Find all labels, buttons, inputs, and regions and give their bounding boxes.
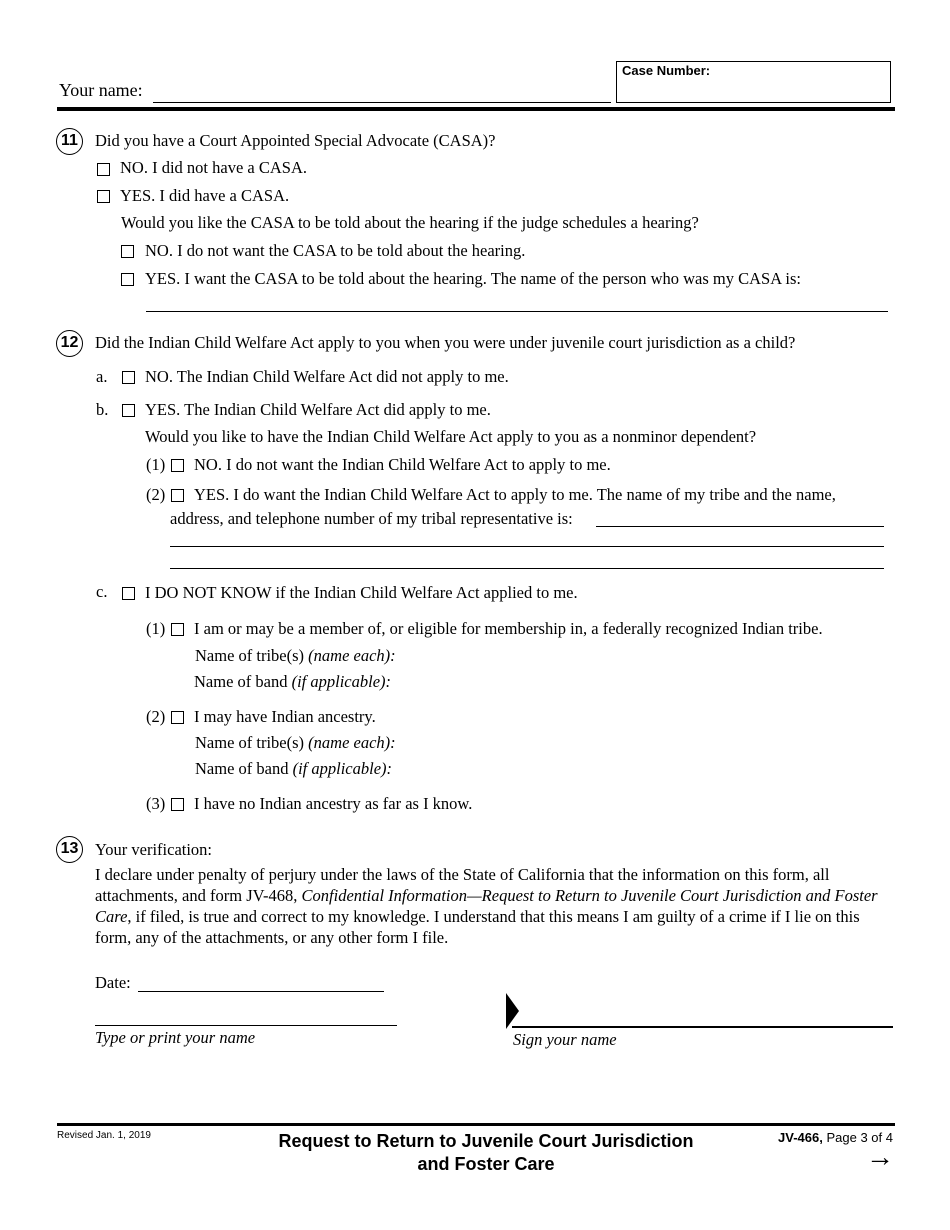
tribal-rep-line-2[interactable]: [170, 546, 884, 547]
q12-b1-checkbox[interactable]: [171, 459, 184, 472]
q12-c1-band-field[interactable]: [194, 672, 391, 692]
sign-name-caption: Sign your name: [513, 1030, 617, 1049]
q12-c1-tribe-field[interactable]: [195, 646, 396, 666]
case-number-label: Case Number:: [622, 63, 711, 78]
q12-c-letter: c.: [96, 582, 108, 601]
c1-band-label: Name of band: [194, 672, 292, 691]
q12-b2-checkbox[interactable]: [171, 489, 184, 502]
q12-b2-label-line2: address, and telephone number of my tribal representative is:: [170, 509, 573, 528]
date-label: Date:: [95, 973, 131, 992]
form-title-line2: and Foster Care: [417, 1154, 555, 1174]
date-line[interactable]: [138, 991, 384, 992]
revised-date: Revised Jan. 1, 2019: [57, 1130, 151, 1141]
item-number-13: 13: [56, 836, 83, 863]
q12-b2-number: (2): [146, 485, 166, 504]
tribal-rep-line-3[interactable]: [170, 568, 884, 569]
c2-band-label: Name of band: [195, 759, 293, 778]
your-name-label: Your name:: [59, 80, 143, 100]
q12-b-followup: Would you like to have the Indian Child Welfare Act apply to you as a nonminor dependent?: [145, 427, 757, 446]
q12-a-label: NO. The Indian Child Welfare Act did not apply to me.: [145, 367, 509, 386]
q11-sub-no-label: NO. I do not want the CASA to be told about the hearing.: [145, 241, 526, 260]
c2-tribe-hint: (name each):: [308, 733, 396, 752]
item-number-12: 12: [56, 330, 83, 357]
q12-c3-label: I have no Indian ancestry as far as I know.: [194, 794, 473, 813]
print-name-caption: Type or print your name: [95, 1028, 256, 1047]
q13-title: Your verification:: [95, 840, 213, 859]
q13-declaration: [95, 864, 890, 948]
next-page-arrow-icon[interactable]: →: [866, 1141, 894, 1172]
q11-sub-yes-checkbox[interactable]: [121, 273, 134, 286]
q12-b-checkbox[interactable]: [122, 404, 135, 417]
q12-b1-number: (1): [146, 455, 166, 474]
your-name-field[interactable]: [153, 75, 611, 103]
q11-followup: Would you like the CASA to be told about the hearing if the judge schedules a hearing?: [121, 213, 699, 232]
q12-a-checkbox[interactable]: [122, 371, 135, 384]
q12-b1-label: NO. I do not want the Indian Child Welfare Act to apply to me.: [194, 455, 611, 474]
casa-name-line[interactable]: [146, 311, 888, 312]
declaration-part2: , if filed, is true and correct to my knowledge. I understand that this means I am guilty of a crime if I lie on this form, any of the attachments, or any other form I file.: [95, 907, 860, 947]
q12-b-letter: b.: [96, 400, 109, 419]
q12-c2-checkbox[interactable]: [171, 711, 184, 724]
q12-c3-checkbox[interactable]: [171, 798, 184, 811]
c1-tribe-label: Name of tribe(s): [195, 646, 309, 665]
item-number-11: 11: [56, 128, 83, 155]
q12-c-label: I DO NOT KNOW if the Indian Child Welfare Act applied to me.: [145, 583, 578, 602]
q12-c-checkbox[interactable]: [122, 587, 135, 600]
q12-question: Did the Indian Child Welfare Act apply to you when you were under juvenile court jurisdiction as a child?: [95, 333, 796, 352]
q11-yes-label: YES. I did have a CASA.: [120, 186, 290, 205]
case-number-box[interactable]: [616, 61, 891, 103]
q11-yes-checkbox[interactable]: [97, 190, 110, 203]
signature-arrow-icon: [506, 993, 520, 1029]
q11-no-label: NO. I did not have a CASA.: [120, 158, 307, 177]
q11-question: Did you have a Court Appointed Special Advocate (CASA)?: [95, 131, 496, 150]
c1-band-hint: (if applicable):: [291, 672, 392, 691]
q11-sub-no-checkbox[interactable]: [121, 245, 134, 258]
q12-c2-label: I may have Indian ancestry.: [194, 707, 376, 726]
footer-rule: [57, 1123, 895, 1126]
print-name-line[interactable]: [95, 1025, 397, 1026]
form-title-line1: Request to Return to Juvenile Court Jurisdiction: [278, 1131, 694, 1151]
q12-b2-label-line1: YES. I do want the Indian Child Welfare Act to apply to me. The name of my tribe and the name,: [194, 485, 836, 504]
q11-no-checkbox[interactable]: [97, 163, 110, 176]
q12-c3-number: (3): [146, 794, 166, 813]
q12-c2-number: (2): [146, 707, 166, 726]
c2-band-hint: (if applicable):: [292, 759, 393, 778]
header-rule: [57, 107, 895, 111]
form-id: JV-466,: [778, 1130, 823, 1145]
declaration-part1: I declare under penalty of perjury under the laws of the State of California that the information on this form, all attachments, and form JV-468,: [95, 865, 830, 905]
q12-a-letter: a.: [96, 367, 108, 386]
form-title: [236, 1130, 736, 1176]
page-number: Page 3 of 4: [822, 1130, 893, 1145]
q12-b-label: YES. The Indian Child Welfare Act did apply to me.: [145, 400, 491, 419]
q12-c1-number: (1): [146, 619, 166, 638]
signature-line[interactable]: [512, 1026, 893, 1028]
c1-tribe-hint: (name each):: [308, 646, 396, 665]
q12-c1-label: I am or may be a member of, or eligible for membership in, a federally recognized Indian tribe.: [194, 619, 823, 638]
q12-c2-band-field[interactable]: [195, 759, 392, 779]
declaration-italic: Confidential Information—Request to Return to Juvenile Court Jurisdiction and Foster Care: [95, 886, 878, 926]
tribal-rep-line-1[interactable]: [596, 526, 884, 527]
q11-sub-yes-label: YES. I want the CASA to be told about the hearing. The name of the person who was my CASA is:: [145, 269, 801, 288]
q12-c1-checkbox[interactable]: [171, 623, 184, 636]
q12-c2-tribe-field[interactable]: [195, 733, 396, 753]
c2-tribe-label: Name of tribe(s): [195, 733, 309, 752]
